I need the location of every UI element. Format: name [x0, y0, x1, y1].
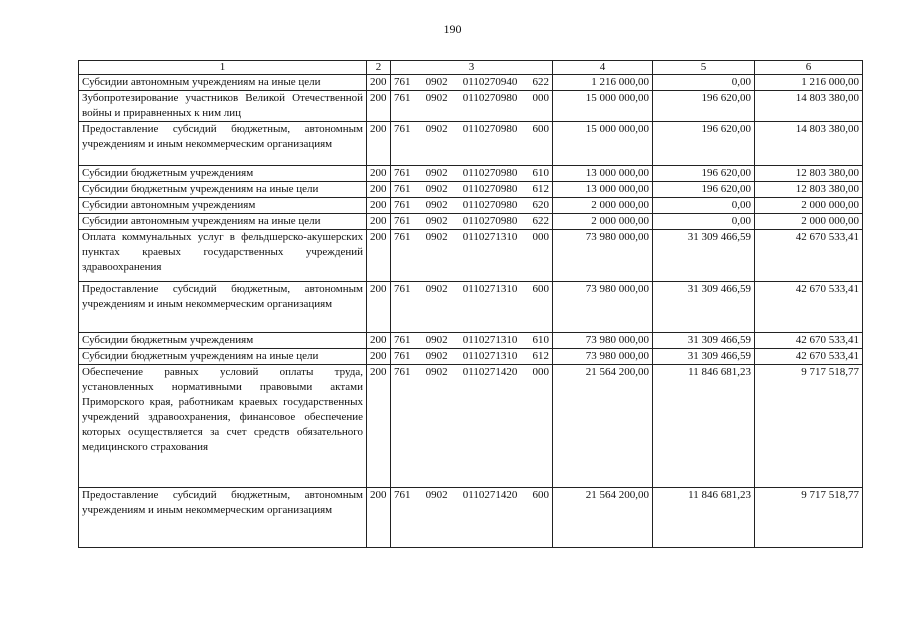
row-col2: 200: [367, 214, 391, 230]
row-value-5: 196 620,00: [653, 182, 755, 198]
budget-table: [78, 60, 863, 548]
code-target: 0110270980: [462, 167, 518, 179]
row-name: Предоставление субсидий бюджетным, автономным учреждениям и иным некоммерческим организациям: [79, 488, 367, 548]
code-agency: 761: [394, 76, 411, 88]
budget-code: [394, 75, 549, 90]
page-number: 190: [443, 22, 462, 36]
row-code: [391, 166, 553, 182]
row-col2: 200: [367, 75, 391, 91]
code-section: 0902: [425, 366, 448, 378]
row-code: [391, 91, 553, 122]
row-value-6: 14 803 380,00: [755, 122, 863, 166]
row-value-5: 0,00: [653, 198, 755, 214]
code-target: 0110270980: [462, 199, 518, 211]
table-row: [79, 333, 863, 349]
code-agency: 761: [394, 489, 411, 501]
code-agency: 761: [394, 366, 411, 378]
row-value-6: 12 803 380,00: [755, 182, 863, 198]
code-agency: 761: [394, 283, 411, 295]
table-row: [79, 488, 863, 548]
row-value-6: 42 670 533,41: [755, 230, 863, 282]
budget-code: [394, 122, 549, 137]
header-row: [79, 61, 863, 75]
row-name: Оплата коммунальных услуг в фельдшерско-акушерских пунктах краевых государственных учреждений здравоохранения: [79, 230, 367, 282]
row-col2: 200: [367, 282, 391, 333]
code-target: 0110271420: [462, 489, 518, 501]
table-row: [79, 214, 863, 230]
code-section: 0902: [425, 489, 448, 501]
code-target: 0110271310: [462, 334, 518, 346]
code-target: 0110271310: [462, 350, 518, 362]
table-row: [79, 349, 863, 365]
budget-code: [394, 166, 549, 181]
row-code: [391, 122, 553, 166]
code-section: 0902: [425, 283, 448, 295]
table-row: [79, 75, 863, 91]
row-col2: 200: [367, 182, 391, 198]
row-col2: 200: [367, 91, 391, 122]
code-section: 0902: [425, 231, 448, 243]
code-type: 622: [532, 76, 549, 88]
col-header-3: 3: [391, 61, 553, 75]
budget-code: [394, 282, 549, 297]
row-code: [391, 333, 553, 349]
row-value-4: 13 000 000,00: [553, 166, 653, 182]
code-target: 0110271310: [462, 231, 518, 243]
row-value-5: 31 309 466,59: [653, 282, 755, 333]
col-header-5: 5: [653, 61, 755, 75]
code-agency: 761: [394, 167, 411, 179]
code-agency: 761: [394, 231, 411, 243]
code-target: 0110270980: [462, 92, 518, 104]
row-value-6: 2 000 000,00: [755, 214, 863, 230]
row-name: Предоставление субсидий бюджетным, автономным учреждениям и иным некоммерческим организациям: [79, 282, 367, 333]
code-type: 000: [532, 92, 549, 104]
code-type: 600: [532, 489, 549, 501]
code-section: 0902: [425, 92, 448, 104]
row-value-4: 15 000 000,00: [553, 91, 653, 122]
code-type: 610: [532, 167, 549, 179]
code-agency: 761: [394, 199, 411, 211]
row-value-5: 196 620,00: [653, 91, 755, 122]
code-type: 622: [532, 215, 549, 227]
col-header-2: 2: [367, 61, 391, 75]
code-type: 612: [532, 350, 549, 362]
row-col2: 200: [367, 365, 391, 488]
row-col2: 200: [367, 166, 391, 182]
row-code: [391, 349, 553, 365]
row-value-6: 9 717 518,77: [755, 488, 863, 548]
table-row: [79, 91, 863, 122]
code-agency: 761: [394, 183, 411, 195]
row-value-6: 9 717 518,77: [755, 365, 863, 488]
code-type: 600: [532, 123, 549, 135]
row-value-6: 1 216 000,00: [755, 75, 863, 91]
row-value-5: 0,00: [653, 214, 755, 230]
budget-code: [394, 91, 549, 106]
table-row: [79, 122, 863, 166]
table-row: [79, 365, 863, 488]
row-value-6: 42 670 533,41: [755, 282, 863, 333]
code-target: 0110270940: [462, 76, 518, 88]
code-type: 612: [532, 183, 549, 195]
row-value-4: 2 000 000,00: [553, 214, 653, 230]
code-section: 0902: [425, 167, 448, 179]
budget-code: [394, 182, 549, 197]
code-section: 0902: [425, 215, 448, 227]
row-name: Субсидии автономным учреждениям на иные цели: [79, 214, 367, 230]
row-name: Субсидии бюджетным учреждениям на иные цели: [79, 349, 367, 365]
code-section: 0902: [425, 183, 448, 195]
budget-code: [394, 333, 549, 348]
code-target: 0110271420: [462, 366, 518, 378]
code-agency: 761: [394, 334, 411, 346]
row-value-5: 196 620,00: [653, 166, 755, 182]
budget-code: [394, 198, 549, 213]
code-agency: 761: [394, 123, 411, 135]
table-row: [79, 282, 863, 333]
row-value-6: 42 670 533,41: [755, 333, 863, 349]
row-name: Субсидии бюджетным учреждениям: [79, 333, 367, 349]
table-row: [79, 230, 863, 282]
row-code: [391, 488, 553, 548]
row-value-4: 1 216 000,00: [553, 75, 653, 91]
row-value-5: 31 309 466,59: [653, 333, 755, 349]
code-section: 0902: [425, 334, 448, 346]
code-type: 000: [532, 366, 549, 378]
row-value-5: 11 846 681,23: [653, 488, 755, 548]
row-value-4: 15 000 000,00: [553, 122, 653, 166]
budget-code: [394, 349, 549, 364]
row-value-5: 0,00: [653, 75, 755, 91]
row-name: Субсидии бюджетным учреждениям: [79, 166, 367, 182]
row-value-6: 12 803 380,00: [755, 166, 863, 182]
code-target: 0110271310: [462, 283, 518, 295]
budget-code: [394, 214, 549, 229]
col-header-4: 4: [553, 61, 653, 75]
code-type: 620: [532, 199, 549, 211]
row-col2: 200: [367, 488, 391, 548]
row-col2: 200: [367, 349, 391, 365]
row-code: [391, 75, 553, 91]
code-target: 0110270980: [462, 123, 518, 135]
row-value-4: 73 980 000,00: [553, 349, 653, 365]
row-value-4: 21 564 200,00: [553, 365, 653, 488]
table-row: [79, 198, 863, 214]
table-row: [79, 166, 863, 182]
code-agency: 761: [394, 92, 411, 104]
row-value-5: 196 620,00: [653, 122, 755, 166]
code-section: 0902: [425, 76, 448, 88]
row-code: [391, 282, 553, 333]
row-value-6: 42 670 533,41: [755, 349, 863, 365]
row-col2: 200: [367, 122, 391, 166]
code-type: 610: [532, 334, 549, 346]
row-name: Предоставление субсидий бюджетным, автономным учреждениям и иным некоммерческим организациям: [79, 122, 367, 166]
code-target: 0110270980: [462, 183, 518, 195]
row-col2: 200: [367, 333, 391, 349]
budget-code: [394, 488, 549, 503]
row-value-6: 14 803 380,00: [755, 91, 863, 122]
row-name: Субсидии бюджетным учреждениям на иные цели: [79, 182, 367, 198]
row-value-4: 21 564 200,00: [553, 488, 653, 548]
budget-code: [394, 230, 549, 245]
row-value-4: 2 000 000,00: [553, 198, 653, 214]
row-value-5: 31 309 466,59: [653, 230, 755, 282]
row-value-4: 73 980 000,00: [553, 282, 653, 333]
row-name: Обеспечение равных условий оплаты труда, установленных нормативными правовыми актами Приморского края, работникам краевых государственных учреждений здравоохранения, финансовое обеспечение которых осуществляется за счет средств обязательного медицинского страхования: [79, 365, 367, 488]
row-code: [391, 230, 553, 282]
table-body: [79, 75, 863, 548]
row-col2: 200: [367, 230, 391, 282]
code-target: 0110270980: [462, 215, 518, 227]
row-value-5: 11 846 681,23: [653, 365, 755, 488]
row-code: [391, 182, 553, 198]
code-section: 0902: [425, 350, 448, 362]
row-col2: 200: [367, 198, 391, 214]
row-value-4: 73 980 000,00: [553, 333, 653, 349]
code-agency: 761: [394, 215, 411, 227]
code-section: 0902: [425, 123, 448, 135]
row-value-4: 73 980 000,00: [553, 230, 653, 282]
row-name: Зубопротезирование участников Великой Отечественной войны и приравненных к ним лиц: [79, 91, 367, 122]
col-header-1: 1: [79, 61, 367, 75]
row-value-4: 13 000 000,00: [553, 182, 653, 198]
row-code: [391, 214, 553, 230]
table-row: [79, 182, 863, 198]
code-type: 600: [532, 283, 549, 295]
budget-code: [394, 365, 549, 380]
code-section: 0902: [425, 199, 448, 211]
code-type: 000: [532, 231, 549, 243]
row-code: [391, 365, 553, 488]
row-code: [391, 198, 553, 214]
row-name: Субсидии автономным учреждениям на иные цели: [79, 75, 367, 91]
row-value-5: 31 309 466,59: [653, 349, 755, 365]
row-value-6: 2 000 000,00: [755, 198, 863, 214]
code-agency: 761: [394, 350, 411, 362]
row-name: Субсидии автономным учреждениям: [79, 198, 367, 214]
col-header-6: 6: [755, 61, 863, 75]
